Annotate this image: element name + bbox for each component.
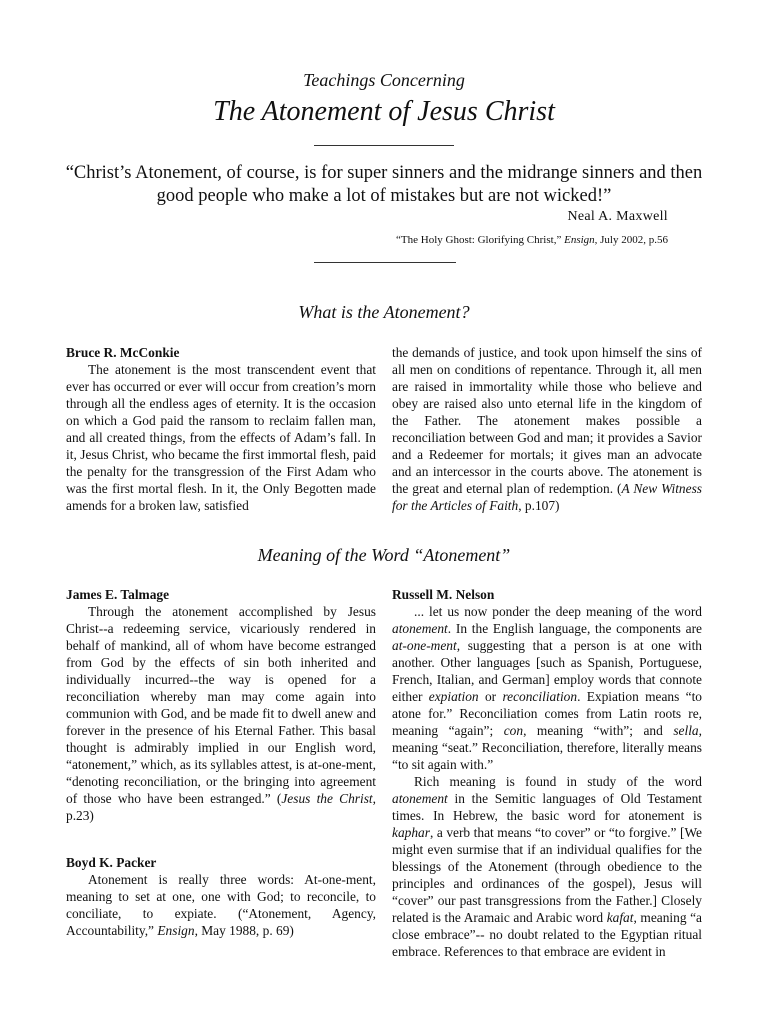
talmage-block <box>66 586 376 824</box>
mcconkie-source-post: , p.107) <box>518 498 560 513</box>
talmage-text-body: Through the atonement accomplished by Jesus Christ--a redeeming service, vicariously rendered in behalf of mankind, all of whom have become estranged from God by the effects of sin both inherited and individually incurred--the way is opened for a reconciliation whereby man may come again into communion with God, and be made fit to dwell anew and forever in the presence of his Eternal Father. This basal thought is admirably implied in our English word, “atonement,” which, as its syllables attest, is at-one-ment, “denoting reconciliation, or the bringing into agreement of those who have been estranged.” ( <box>66 604 376 806</box>
quote-author: Neal A. Maxwell <box>567 209 668 224</box>
nelson-paragraph-2 <box>392 773 702 960</box>
mcconkie-text-part2 <box>392 344 702 514</box>
quote-citation <box>396 234 668 246</box>
packer-text <box>66 871 376 939</box>
nelson-p2-text-b: in the Semitic languages of Old Testament times. In Hebrew, the basic word for atonement is <box>392 791 702 823</box>
nelson-p2-term-kaphar: kaphar <box>392 825 430 840</box>
nelson-p1-term-sella: sella <box>673 723 699 738</box>
nelson-p2-text-c: , a verb that means “to cover” or “to forgive.” [We might even surmise that if an individual qualifies for the blessings of the Atonement (through obedience to the principles and ordinances of the gospel), Jesus will “cover” our past transgressions from the Father.] Closely related is the Aramaic and Arabic word <box>392 825 702 925</box>
nelson-p1-text-e: . Expiation means “to atone for.” Reconciliation comes from Latin roots re, meaning “again”; <box>392 689 702 738</box>
nelson-p1-text-g: , meaning “seat.” Reconciliation, therefore, literally means “to sit again with.” <box>392 723 702 772</box>
mcconkie-text-body: the demands of justice, and took upon himself the sins of all men on conditions of repentance. Through it, all men are raised in immortality while those who believe and obey are raised also unto eternal life in the kingdom of the Father. The atonement makes possible a reconciliation between God and man; it provides a Savior and a Redeemer for mortals; it gives man an advocate and an intercessor in the courts above. The atonement is the great and eternal plan of redemption. ( <box>392 345 702 496</box>
packer-source-post: , May 1988, p. 69) <box>194 923 294 938</box>
title-divider <box>314 145 454 146</box>
nelson-p1-text-a: ... let us now ponder the deep meaning of the word <box>414 604 702 619</box>
author-name-nelson: Russell M. Nelson <box>392 587 495 602</box>
nelson-p1-text-f: , meaning “with”; and <box>523 723 674 738</box>
mcconkie-text-part1: The atonement is the most transcendent event that ever has occurred or ever will occur from creation’s morn through all the endless ages of eternity. It is the occasion on which a God paid the ransom to reclaim fallen man, and all created things, from the effects of Adam’s fall. In it, Jesus Christ, who became the first immortal flesh, paid the penalty for the transgression of the First Adam who was the first mortal flesh. In it, the Only Begotten made amends for a broken law, satisfied <box>66 362 376 513</box>
mcconkie-column-left <box>66 344 376 514</box>
author-name-talmage: James E. Talmage <box>66 587 170 602</box>
cite-post: July 2002, p.56 <box>597 234 668 246</box>
nelson-p1-text-b: . In the English language, the components are <box>447 621 702 636</box>
talmage-source-post: , p.23) <box>66 791 376 823</box>
packer-text-body: Atonement is really three words: At-one-ment, meaning to set at one, one with God; to reconcile, to conciliate, to expiate. (“Atonement, Agency, Accountability,” <box>66 872 376 938</box>
author-name-mcconkie: Bruce R. McConkie <box>66 345 180 360</box>
quote-divider <box>314 262 456 263</box>
talmage-text <box>66 603 376 824</box>
section-heading-what-is-atonement: What is the Atonement? <box>298 302 470 322</box>
nelson-p2-text-d: , meaning “a close embrace”-- no doubt related to the Egyptian ritual embrace. References to that embrace are evident in <box>392 910 702 959</box>
nelson-paragraph-1 <box>392 603 702 773</box>
cite-pre: “The Holy Ghost: Glorifying Christ,” <box>396 234 565 246</box>
maxwell-quote: “Christ’s Atonement, of course, is for super sinners and the midrange sinners and then good people who make a lot of mistakes but are not wicked!” <box>65 163 703 206</box>
nelson-p1-text-c: , suggesting that a person is at one with another. Other languages [such as Spanish, Portuguese, French, Italian, and German] employ words that connote either <box>392 638 702 704</box>
nelson-p2-term-atonement: atonement <box>392 791 448 806</box>
nelson-p1-text-d: or <box>478 689 503 704</box>
page-title: The Atonement of Jesus Christ <box>213 96 555 127</box>
cite-source: Ensign, <box>564 234 598 246</box>
nelson-p1-term-reconciliation: reconciliation <box>502 689 578 704</box>
author-name-packer: Boyd K. Packer <box>66 855 157 870</box>
talmage-source: Jesus the Christ <box>281 791 373 806</box>
packer-block <box>66 854 376 939</box>
page-subtitle: Teachings Concerning <box>303 70 465 90</box>
nelson-p1-term-at-one-ment: at-one-ment <box>392 638 457 653</box>
nelson-p1-term-expiation: expiation <box>428 689 479 704</box>
nelson-p1-term-atonement: atonement <box>392 621 448 636</box>
section-heading-meaning-of-word: Meaning of the Word “Atonement” <box>257 545 511 565</box>
nelson-p1-term-con: con <box>503 723 524 738</box>
mcconkie-column-right <box>392 344 702 514</box>
mcconkie-source: A New Witness for the Articles of Faith <box>392 481 702 513</box>
packer-source: Ensign <box>157 923 195 938</box>
nelson-block <box>392 586 702 960</box>
nelson-p2-term-kafat: kafat <box>606 910 634 925</box>
nelson-p2-text-a: Rich meaning is found in study of the word <box>414 774 702 789</box>
